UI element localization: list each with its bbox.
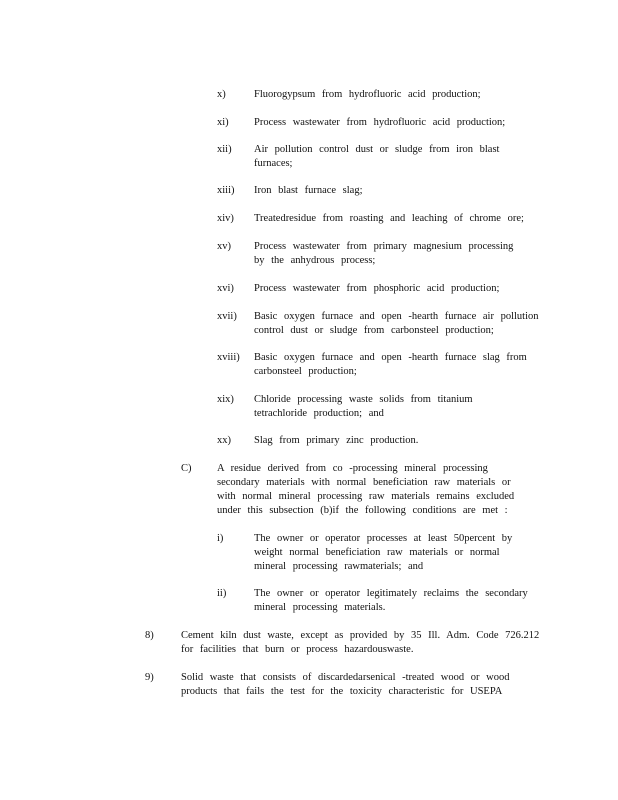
item-label: xvii)	[217, 311, 237, 322]
text-line: furnaces;	[254, 158, 293, 169]
text-line: weight normal beneficiation raw materials or normal	[254, 547, 500, 558]
item-text	[254, 88, 554, 102]
text-line: mineral processing rawmaterials; and	[254, 561, 424, 572]
item-label: ii)	[217, 588, 227, 599]
item-text	[254, 282, 554, 296]
item-text	[254, 116, 554, 130]
text-line: by the anhydrous process;	[254, 255, 376, 266]
text-line: Iron blast furnace slag;	[254, 185, 363, 196]
item-label: xii)	[217, 144, 232, 155]
text-line: carbonsteel production;	[254, 366, 357, 377]
item-text	[254, 184, 554, 198]
text-line: Basic oxygen furnace and open -hearth furnace slag from	[254, 352, 527, 363]
item-text	[254, 351, 554, 379]
item-text	[254, 434, 554, 448]
text-line: secondary materials with normal beneficiation raw materials or	[217, 477, 511, 488]
item-text	[254, 240, 554, 268]
text-line: Cement kiln dust waste, except as provided by 35 Ill. Adm. Code 726.212	[181, 630, 540, 641]
text-line: Slag from primary zinc production.	[254, 435, 419, 446]
text-line: Process wastewater from phosphoric acid production;	[254, 283, 500, 294]
item-text	[254, 310, 554, 338]
item-text	[217, 462, 537, 518]
text-line: for facilities that burn or process hazardouswaste.	[181, 644, 414, 655]
text-line: products that fails the test for the toxicity characteristic for USEPA	[181, 686, 503, 697]
text-line: Chloride processing waste solids from titanium	[254, 394, 473, 405]
text-line: tetrachloride production; and	[254, 408, 384, 419]
item-text	[254, 212, 554, 226]
text-line: Basic oxygen furnace and open -hearth furnace air pollution	[254, 311, 539, 322]
item-label: 8)	[145, 630, 154, 641]
item-label: xx)	[217, 435, 231, 446]
item-label: xiii)	[217, 185, 235, 196]
item-text	[254, 393, 554, 421]
text-line: Process wastewater from hydrofluoric acid production;	[254, 117, 506, 128]
item-label: xviii)	[217, 352, 240, 363]
text-line: Solid waste that consists of discardedarsenical -treated wood or wood	[181, 672, 510, 683]
text-line: Treatedresidue from roasting and leaching of chrome ore;	[254, 213, 524, 224]
item-text	[181, 629, 541, 657]
text-line: with normal mineral processing raw materials remains excluded	[217, 491, 515, 502]
item-label: 9)	[145, 672, 154, 683]
item-label: xix)	[217, 394, 234, 405]
item-label: i)	[217, 533, 224, 544]
text-line: The owner or operator legitimately reclaims the secondary	[254, 588, 528, 599]
item-label: xv)	[217, 241, 231, 252]
text-line: mineral processing materials.	[254, 602, 386, 613]
text-line: Air pollution control dust or sludge from iron blast	[254, 144, 500, 155]
item-label: x)	[217, 89, 226, 100]
item-text	[254, 143, 554, 171]
text-line: The owner or operator processes at least 50percent by	[254, 533, 513, 544]
item-label: xi)	[217, 117, 229, 128]
text-line: under this subsection (b)if the following conditions are met :	[217, 505, 508, 516]
text-line: Fluorogypsum from hydrofluoric acid production;	[254, 89, 481, 100]
item-label: C)	[181, 463, 192, 474]
item-label: xiv)	[217, 213, 234, 224]
item-text	[181, 671, 541, 699]
text-line: A residue derived from co -processing mineral processing	[217, 463, 488, 474]
item-label: xvi)	[217, 283, 234, 294]
text-line: control dust or sludge from carbonsteel production;	[254, 325, 494, 336]
item-text	[254, 532, 554, 574]
item-text	[254, 587, 554, 615]
text-line: Process wastewater from primary magnesium processing	[254, 241, 514, 252]
